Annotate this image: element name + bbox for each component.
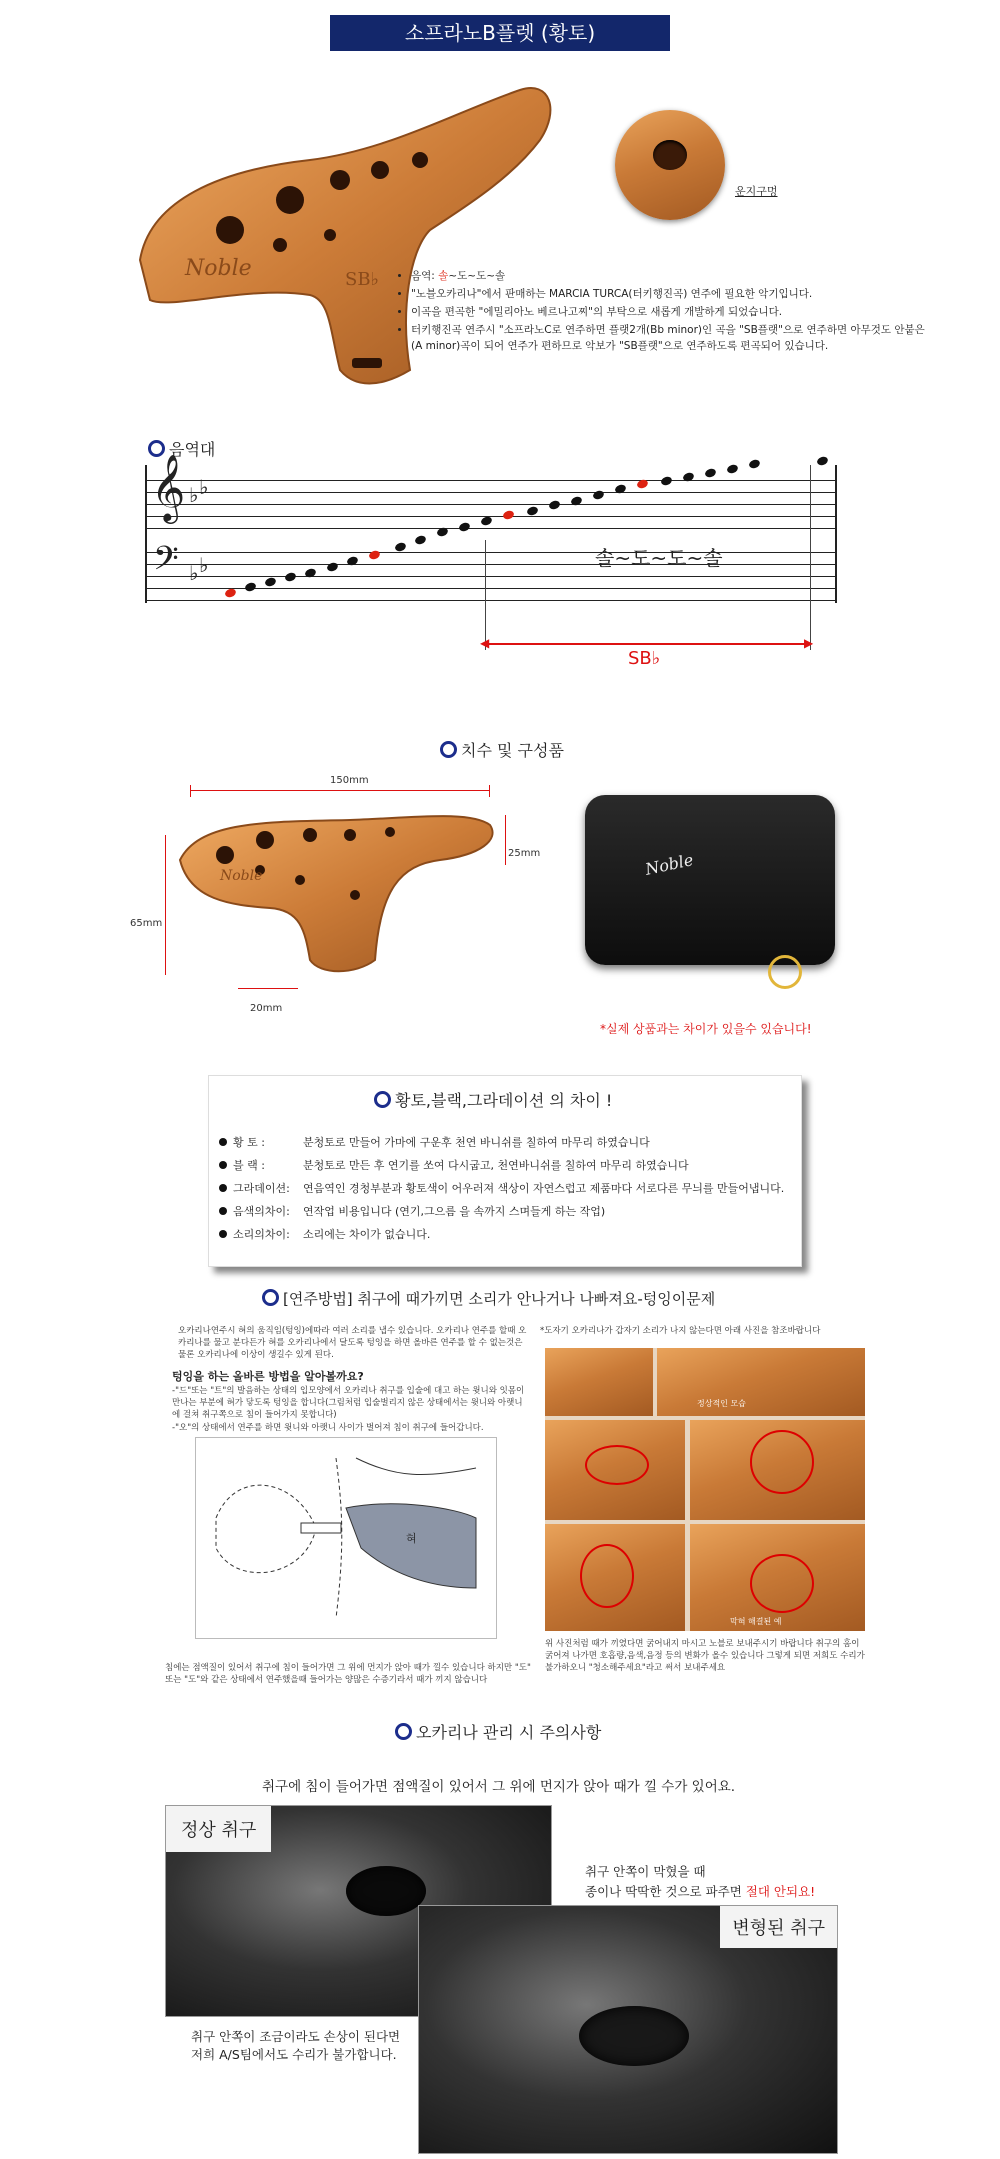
- care-section-title: 오카리나 관리 시 주의사항: [395, 1720, 601, 1743]
- circle-bullet-icon: [440, 741, 457, 758]
- difference-row: 음색의차이: 연작업 비용입니다 (연기,그으름 을 속까지 스며들게 하는 작업): [219, 1200, 794, 1223]
- playing-section-title: [연주방법] 취구에 때가끼면 소리가 안나거나 나빠져요-텅잉이문제: [262, 1288, 715, 1309]
- tongue-label: 혀: [406, 1532, 417, 1545]
- bullet-range: • 음역: 솔~도~도~솔: [411, 268, 931, 284]
- treble-clef-icon: 𝄞: [151, 453, 186, 521]
- arrow-left-icon: ◀: [480, 636, 490, 650]
- range-section-title: 음역대: [148, 437, 215, 460]
- bass-clef-icon: 𝄢: [153, 540, 179, 586]
- bullet-info: • 이곡을 편곡한 "에밀리아노 베르나고찌"의 부탁으로 새롭게 개발하게 되었습니다.: [411, 304, 931, 320]
- photo-tile: [690, 1420, 865, 1520]
- difference-row: 황 토 : 분청토로 만들어 가마에 구운후 천연 바니쉬를 칠하여 마무리 하였습니다: [219, 1131, 794, 1154]
- difference-row: 블 랙 : 분청토로 만든 후 연기를 쏘여 다시굽고, 천연바니쉬를 칠하여 마무리 하였습니다: [219, 1154, 794, 1177]
- circle-bullet-icon: [262, 1289, 279, 1306]
- playing-step1: -"드"또는 "트"의 발음하는 상태의 입모양에서 오카리나 취구를 입술에 대고 하는 윗니와 잇몸이 만나는 부분에 혀가 닿도록 텅잉을 합니다(그림처럼 입술벌리지 않은 상태에서는 윗니와 아랫니에 걸쳐 취구쪽으로 침이 들어가지 못합니다): [172, 1386, 525, 1420]
- range-bracket-left: [485, 540, 486, 650]
- hole-zoom-circle: [615, 110, 725, 220]
- photo-tile: [545, 1420, 685, 1520]
- music-staff: 𝄞 𝄢 ♭ ♭ ♭ ♭: [145, 465, 845, 610]
- sb-engraving: SB♭: [345, 269, 380, 290]
- product-bullets: [395, 268, 931, 356]
- difference-row: 그라데이션: 연음역인 경청부분과 황토색이 어우러져 색상이 자연스럽고 제품마다 서로다른 무늬를 만들어냅니다.: [219, 1177, 794, 1200]
- photo-tile: [545, 1524, 685, 1631]
- range-bracket-right: [810, 465, 811, 650]
- photo-tile: [545, 1348, 653, 1416]
- range-label: 솔~도~도~솔: [595, 546, 723, 570]
- photo-tile: [690, 1524, 865, 1631]
- circle-bullet-icon: [395, 1723, 412, 1740]
- case-brand: Noble: [643, 850, 695, 879]
- bullet-info: • "노블오카리나"에서 판매하는 MARCIA TURCA(터키행진곡) 연주에 필요한 악기입니다.: [411, 286, 931, 302]
- photo-tile: [657, 1348, 865, 1416]
- hole-label: 운지구멍: [735, 185, 778, 198]
- ocarina-dimension-image: [170, 800, 500, 980]
- care-warning: 취구 안쪽이 막혔을 때 종이나 딱딱한 것으로 파주면 절대 안되요!: [585, 1864, 816, 1899]
- color-difference-panel: [208, 1075, 802, 1267]
- height-left-label: 65mm: [130, 918, 163, 929]
- hole-icon: [653, 140, 687, 170]
- dimension-section-title: 치수 및 구성품: [440, 738, 564, 761]
- range-arrow: [485, 643, 810, 645]
- playing-step2: -"오"의 상태에서 연주를 하면 윗니와 아랫니 사이가 벌어져 침이 취구에 들어갑니다.: [172, 1423, 484, 1433]
- width-label: 150mm: [330, 775, 369, 786]
- photo-label-normal: 정상적인 모습: [697, 1399, 746, 1408]
- care-bottom-note: 취구 안쪽이 조금이라도 손상이 된다면 저희 A/S팀에서도 수리가 불가합니다.: [183, 2022, 408, 2070]
- range-span-label: SB♭: [628, 648, 661, 669]
- care-intro: 취구에 침이 들어가면 점액질이 있어서 그 위에 먼지가 앉아 때가 낄 수가 있어요.: [262, 1779, 736, 1795]
- arrow-right-icon: ▶: [804, 636, 814, 650]
- photo-label-fixed: 막혀 해결된 예: [730, 1617, 782, 1626]
- bullet-info: • 터키행진곡 연주시 "소프라노C로 연주하면 플랫2개(Bb minor)인 곡을 "SB플랫"으로 연주하면 아무것도 안붙은(A minor)곡이 되어 연주가 편하므로 악보가 "SB플랫"으로 연주하도록 편곡되어 있습니다.: [411, 322, 931, 354]
- playing-subtitle: 텅잉을 하는 올바른 방법을 알아볼까요?: [172, 1370, 364, 1383]
- deformed-label: 변형된 취구: [720, 1906, 837, 1948]
- brand-engraving: Noble: [220, 868, 263, 884]
- deformed-mouthpiece-photo: [418, 1905, 838, 2154]
- height-right-label: 25mm: [508, 848, 541, 859]
- brand-engraving: Noble: [185, 256, 252, 281]
- normal-label: 정상 취구: [166, 1806, 271, 1852]
- ocarina-photo-collage: [545, 1348, 865, 1631]
- strap-image: [768, 955, 802, 989]
- difference-title: 황토,블랙,그라데이션 의 차이 !: [374, 1088, 612, 1111]
- playing-intro: 오카리나연주시 혀의 움직임(텅잉)에따라 여러 소리를 냅수 있습니다. 오카리나 연주를 할때 오카리나를 물고 분다든가 혀를 오카리나에서 달도록 텅잉을 하면 올바른 연주를 할 수 없는것은 물론 오카리나에 이상이 생길수 있게 된다.: [178, 1326, 527, 1360]
- playing-note-right: 위 사진처럼 때가 끼였다면 굵어내지 마시고 노블로 보내주시기 바랍니다 취구의 홈이 굵어져 나가면 호흡량,음색,음정 등의 변화가 올수 있습니다 그렇게 되면 저희도 수리가 불가하오니 "청소해주세요"라고 써서 보내주세요: [545, 1639, 865, 1673]
- page-title-banner: 소프라노B플렛 (황토): [330, 15, 670, 51]
- tongue-diagram: [195, 1437, 497, 1639]
- circle-bullet-icon: [374, 1091, 391, 1108]
- playing-note-left: 침에는 점액질이 있어서 취구에 침이 들어가면 그 위에 먼지가 앉아 때가 낄수 있습니다 하지만 "도" 또는 "도"와 같은 상태에서 연주했을때 들어가는 양많은 수증기라서 때가 끼지 않습니다: [165, 1663, 531, 1685]
- disclaimer: *실제 상품과는 차이가 있을수 있습니다!: [600, 1022, 812, 1036]
- bottom-width-label: 20mm: [250, 1003, 283, 1014]
- case-image: [585, 795, 835, 965]
- photo-caption-top: *도자기 오카리나가 갑자기 소리가 나지 않는다면 아래 사진을 참조바랍니다: [540, 1326, 821, 1336]
- difference-row: 소리의차이: 소리에는 차이가 없습니다.: [219, 1223, 794, 1246]
